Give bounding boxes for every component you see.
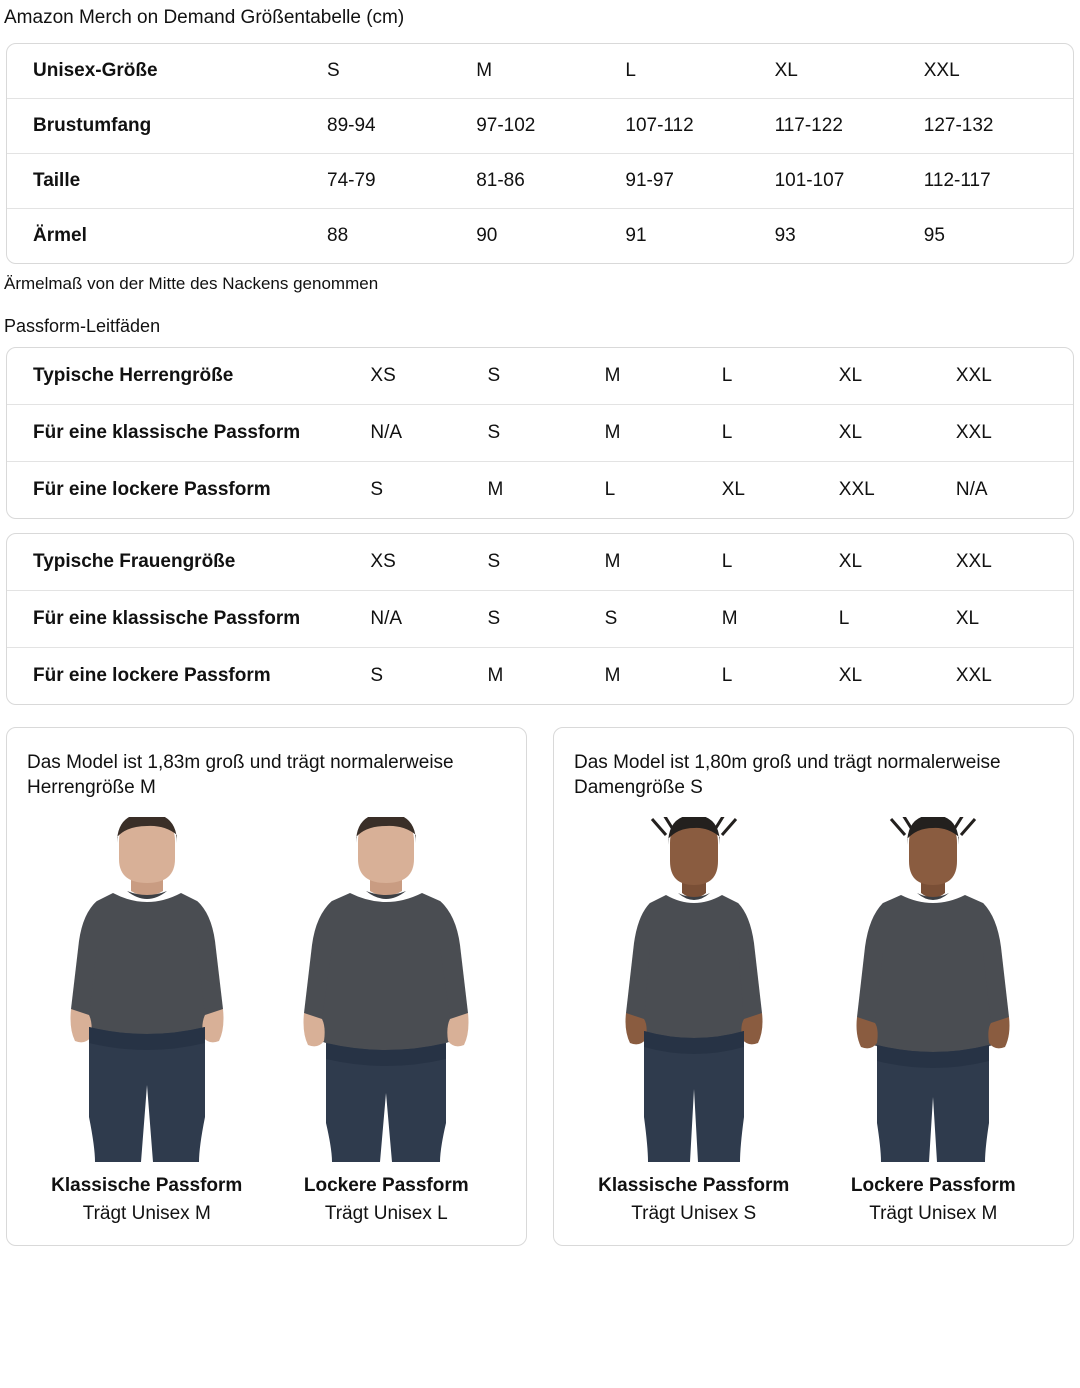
size-table [7,44,1073,263]
cell-womens-loose-6: XXL [956,647,1073,704]
figure-mens-loose [267,817,507,1162]
cell-chest-xxl: 127-132 [924,98,1073,153]
cell-mens-loose-4: XL [722,461,839,518]
table-row [7,98,1073,153]
fit-name-mens-classic: Klassische Passform [51,1174,243,1196]
table-row [7,647,1073,704]
cell-mens-classic-6: XXL [956,404,1073,461]
label-womens-loose [814,1172,1054,1229]
label-mens-loose [267,1172,507,1229]
table-row [7,590,1073,647]
cell-mens-classic-1: N/A [370,404,487,461]
cell-mens-classic-3: M [605,404,722,461]
label-womens-classic [574,1172,814,1229]
cell-mens-typical-3: M [604,364,621,386]
row-label-typical-mens-size: Typische Herrengröße [33,364,234,386]
female-model-loose-fit-illustration [833,817,1033,1162]
cell-chest-s: 89-94 [327,98,476,153]
cell-mens-typical-6: XXL [955,364,992,386]
cell-womens-loose-4: L [722,647,839,704]
row-label-womens-loose-fit: Für eine lockere Passform [7,647,370,704]
table-row-header [7,44,1073,99]
size-table-header-xl: XL [774,59,798,81]
row-label-mens-classic-fit: Für eine klassische Passform [7,404,370,461]
cell-womens-classic-5: L [839,590,956,647]
cell-waist-xxl: 112-117 [924,153,1073,208]
cell-mens-loose-3: L [605,461,722,518]
size-table-container [6,43,1074,264]
cell-mens-loose-2: M [488,461,605,518]
model-card-womens-labels [574,1172,1053,1229]
cell-mens-typical-5: XL [838,364,863,386]
fit-name-mens-loose: Lockere Passform [303,1174,469,1196]
figure-womens-classic [574,817,814,1162]
cell-womens-typical-1: XS [370,550,396,572]
size-table-header-label: Unisex-Größe [33,59,158,81]
size-table-header-xxl: XXL [923,59,960,81]
table-row [7,348,1073,405]
cell-womens-classic-6: XL [956,590,1073,647]
model-card-mens [6,727,527,1246]
cell-chest-xl: 117-122 [775,98,924,153]
cell-mens-loose-6: N/A [956,461,1073,518]
cell-mens-typical-4: L [721,364,733,386]
model-card-womens-figures [574,812,1053,1162]
cell-mens-loose-1: S [370,461,487,518]
female-model-classic-fit-illustration [594,817,794,1162]
cell-sleeve-l: 91 [625,208,774,263]
fit-wears-womens-loose: Trägt Unisex M [869,1203,998,1225]
cell-sleeve-xxl: 95 [924,208,1073,263]
womens-fit-table [7,534,1073,704]
table-row [7,208,1073,263]
cell-chest-l: 107-112 [625,98,774,153]
cell-mens-classic-5: XL [839,404,956,461]
cell-womens-typical-5: XL [838,550,863,572]
fit-name-womens-classic: Klassische Passform [598,1174,790,1196]
model-card-womens [553,727,1074,1246]
cell-womens-loose-1: S [370,647,487,704]
cell-womens-typical-3: M [604,550,621,572]
cell-womens-classic-3: S [605,590,722,647]
cell-waist-s: 74-79 [327,153,476,208]
fit-wears-mens-classic: Trägt Unisex M [82,1203,211,1225]
mens-fit-table [7,348,1073,518]
table-row [7,153,1073,208]
cell-mens-classic-4: L [722,404,839,461]
cell-womens-loose-2: M [488,647,605,704]
row-label-sleeve: Ärmel [7,208,327,263]
cell-chest-m: 97-102 [476,98,625,153]
cell-sleeve-s: 88 [327,208,476,263]
row-label-waist: Taille [7,153,327,208]
womens-fit-table-container [6,533,1074,705]
cell-womens-typical-6: XXL [955,550,992,572]
cell-waist-xl: 101-107 [775,153,924,208]
male-model-classic-fit-illustration [47,817,247,1162]
page-title: Amazon Merch on Demand Größentabelle (cm) [4,7,405,28]
cell-mens-loose-5: XXL [839,461,956,518]
cell-sleeve-xl: 93 [775,208,924,263]
cell-womens-typical-2: S [487,550,501,572]
cell-waist-l: 91-97 [625,153,774,208]
cell-mens-typical-1: XS [370,364,396,386]
cell-mens-typical-2: S [487,364,501,386]
row-label-womens-classic-fit: Für eine klassische Passform [7,590,370,647]
table-row [7,461,1073,518]
model-card-mens-caption: Das Model ist 1,83m groß und trägt normalerweise Herrengröße M [27,751,454,798]
row-label-mens-loose-fit: Für eine lockere Passform [7,461,370,518]
cell-womens-classic-1: N/A [370,590,487,647]
male-model-loose-fit-illustration [286,817,486,1162]
cell-mens-classic-2: S [488,404,605,461]
size-table-header-l: L [625,59,636,81]
cell-sleeve-m: 90 [476,208,625,263]
cell-waist-m: 81-86 [476,153,625,208]
figure-womens-loose [814,817,1054,1162]
model-card-mens-labels [27,1172,506,1229]
row-label-typical-womens-size: Typische Frauengröße [33,550,236,572]
figure-mens-classic [27,817,267,1162]
fit-wears-womens-classic: Trägt Unisex S [631,1203,757,1225]
fit-guides-label: Passform-Leitfäden [4,315,161,336]
cell-womens-classic-4: M [722,590,839,647]
model-card-mens-figures [27,812,506,1162]
cell-womens-loose-3: M [605,647,722,704]
cell-womens-loose-5: XL [839,647,956,704]
size-table-header-m: M [476,59,493,81]
fit-wears-mens-loose: Trägt Unisex L [324,1203,448,1225]
model-cards [6,727,1074,1246]
cell-womens-classic-2: S [488,590,605,647]
cell-womens-typical-4: L [721,550,733,572]
sleeve-measurement-note: Ärmelmaß von der Mitte des Nackens genommen [4,273,379,293]
fit-name-womens-loose: Lockere Passform [850,1174,1016,1196]
table-row [7,404,1073,461]
size-table-header-s: S [327,59,340,81]
table-row [7,534,1073,591]
model-card-womens-caption: Das Model ist 1,80m groß und trägt normalerweise Damengröße S [574,751,1001,798]
row-label-chest: Brustumfang [7,98,327,153]
label-mens-classic [27,1172,267,1229]
mens-fit-table-container [6,347,1074,519]
